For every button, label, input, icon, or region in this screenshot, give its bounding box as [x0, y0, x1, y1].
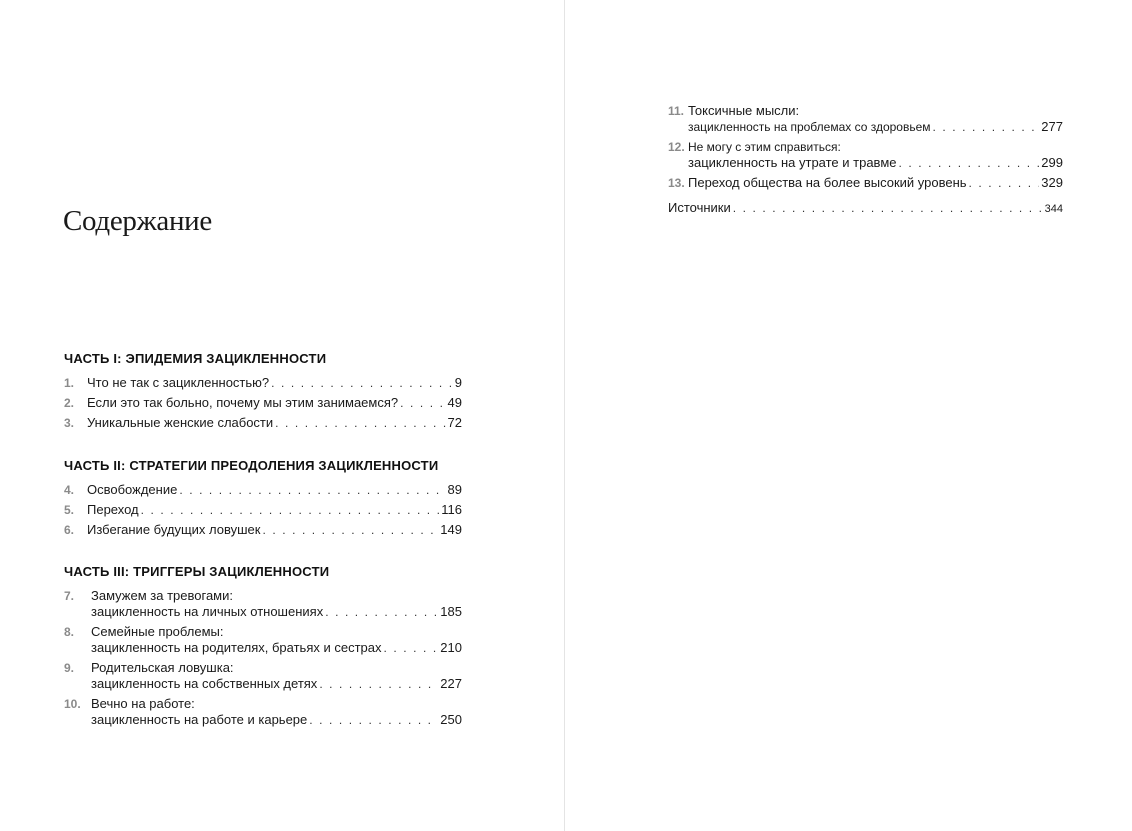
toc-entry[interactable]: [64, 660, 462, 692]
chapter-number: 1.: [64, 376, 75, 390]
chapter-title: Токсичные мысли:: [688, 103, 800, 118]
toc-part-2: [64, 458, 462, 542]
toc-entry[interactable]: [64, 502, 462, 518]
dot-leader: [325, 604, 438, 620]
dot-leader: [733, 201, 1043, 215]
chapter-subtitle: зацикленность на проблемах со здоровьем: [688, 120, 931, 134]
toc-entry[interactable]: [668, 175, 1063, 191]
dot-leader: [400, 395, 445, 411]
page-number: 210: [440, 640, 462, 655]
chapter-subtitle: зацикленность на родителях, братьях и сестрах: [91, 640, 382, 655]
chapter-number: 11.: [668, 104, 685, 118]
chapter-number: 5.: [64, 503, 75, 517]
toc-entry[interactable]: [64, 522, 462, 538]
chapter-number: 13.: [668, 176, 685, 190]
dot-leader: [933, 119, 1040, 135]
dot-leader: [384, 640, 439, 656]
dot-leader: [899, 155, 1040, 171]
toc-sources-entry[interactable]: [668, 200, 1063, 215]
dot-leader: [262, 522, 438, 538]
page-number: 89: [447, 482, 462, 497]
chapter-number: 7.: [64, 589, 75, 603]
chapter-title: Не могу с этим справиться:: [688, 140, 841, 154]
chapter-number: 3.: [64, 416, 75, 430]
part-heading: ЧАСТЬ I: ЭПИДЕМИЯ ЗАЦИКЛЕННОСТИ: [64, 351, 327, 366]
chapter-title: Освобождение: [87, 482, 178, 497]
page-number: 9: [454, 375, 462, 390]
toc-entry[interactable]: [64, 624, 462, 656]
toc-part-1: [64, 351, 462, 435]
part-heading: ЧАСТЬ II: СТРАТЕГИИ ПРЕОДОЛЕНИЯ ЗАЦИКЛЕННОСТИ: [64, 458, 439, 473]
toc-entry[interactable]: [64, 395, 462, 411]
chapter-title: Что не так с зацикленностью?: [87, 375, 270, 390]
dot-leader: [969, 175, 1040, 191]
toc-title: Содержание: [63, 205, 212, 237]
toc-entry[interactable]: [64, 696, 462, 728]
dot-leader: [141, 502, 440, 518]
toc-part-3: [64, 564, 462, 732]
toc-entry[interactable]: [64, 375, 462, 391]
page-number: 329: [1041, 175, 1063, 190]
page-number: 149: [440, 522, 462, 537]
chapter-number: 9.: [64, 661, 75, 675]
part-heading: ЧАСТЬ III: ТРИГГЕРЫ ЗАЦИКЛЕННОСТИ: [64, 564, 330, 579]
chapter-number: 8.: [64, 625, 75, 639]
chapter-title: Переход: [87, 502, 139, 517]
chapter-title: Избегание будущих ловушек: [87, 522, 261, 537]
chapter-title: Если это так больно, почему мы этим занимаемся?: [87, 395, 399, 410]
chapter-number: 4.: [64, 483, 75, 497]
chapter-subtitle: зацикленность на утрате и травме: [688, 155, 897, 170]
chapter-number: 12.: [668, 140, 685, 154]
chapter-subtitle: зацикленность на работе и карьере: [91, 712, 308, 727]
dot-leader: [179, 482, 445, 498]
sources-label: Источники: [668, 200, 731, 215]
dot-leader: [309, 712, 438, 728]
toc-entry[interactable]: [64, 588, 462, 620]
chapter-subtitle: зацикленность на собственных детях: [91, 676, 318, 691]
page-number: 185: [440, 604, 462, 619]
chapter-title: Замужем за тревогами:: [91, 588, 233, 603]
chapter-number: 6.: [64, 523, 75, 537]
toc-entry[interactable]: [668, 103, 1063, 135]
page-number: 227: [440, 676, 462, 691]
page-number: 344: [1044, 203, 1063, 215]
dot-leader: [275, 415, 445, 431]
page-number: 72: [447, 415, 462, 430]
dot-leader: [271, 375, 453, 391]
toc-entry[interactable]: [64, 482, 462, 498]
chapter-number: 10.: [64, 697, 81, 711]
toc-continued: [668, 103, 1063, 215]
page-number: 299: [1041, 155, 1063, 170]
toc-entry[interactable]: [668, 139, 1063, 171]
chapter-title: Уникальные женские слабости: [87, 415, 274, 430]
page-number: 250: [440, 712, 462, 727]
chapter-subtitle: зацикленность на личных отношениях: [91, 604, 324, 619]
page-number: 49: [447, 395, 462, 410]
chapter-number: 2.: [64, 396, 75, 410]
left-page: [0, 0, 564, 831]
chapter-title: Семейные проблемы:: [91, 624, 224, 639]
chapter-title: Родительская ловушка:: [91, 660, 234, 675]
chapter-title: Вечно на работе:: [91, 696, 195, 711]
page-number: 277: [1041, 119, 1063, 134]
toc-entry[interactable]: [64, 415, 462, 431]
dot-leader: [319, 676, 438, 692]
chapter-title: Переход общества на более высокий уровень: [688, 175, 967, 190]
page-number: 116: [441, 502, 462, 517]
